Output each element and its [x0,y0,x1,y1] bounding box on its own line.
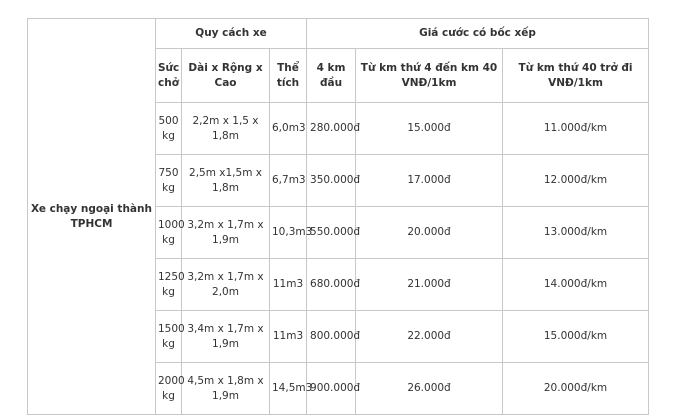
cell-km40-plus: 15.000đ/km [503,311,649,363]
cell-volume: 6,0m3 [270,103,307,155]
cell-volume: 11m3 [270,311,307,363]
cell-load: 1250 kg [156,259,182,311]
cell-volume: 11m3 [270,259,307,311]
column-header-dimensions: Dài x Rộng x Cao [182,49,270,103]
price-table [27,18,649,415]
cell-volume: 6,7m3 [270,155,307,207]
cell-load: 750 kg [156,155,182,207]
cell-km4-40: 15.000đ [356,103,503,155]
group-header-price: Giá cước có bốc xếp [307,19,649,49]
cell-km40-plus: 20.000đ/km [503,363,649,415]
column-header-km40-plus: Từ km thứ 40 trở đi VNĐ/1km [503,49,649,103]
cell-km4-40: 22.000đ [356,311,503,363]
cell-load: 1500 kg [156,311,182,363]
cell-km4-40: 17.000đ [356,155,503,207]
cell-km4-40: 21.000đ [356,259,503,311]
cell-first-4km: 800.000đ [307,311,356,363]
cell-dimensions: 2,2m x 1,5 x 1,8m [182,103,270,155]
cell-dimensions: 3,2m x 1,7m x 2,0m [182,259,270,311]
cell-dimensions: 2,5m x1,5m x 1,8m [182,155,270,207]
cell-km40-plus: 12.000đ/km [503,155,649,207]
cell-first-4km: 550.000đ [307,207,356,259]
cell-load: 1000 kg [156,207,182,259]
cell-load: 500 kg [156,103,182,155]
cell-first-4km: 280.000đ [307,103,356,155]
column-header-first-4km: 4 km đầu [307,49,356,103]
cell-first-4km: 680.000đ [307,259,356,311]
cell-dimensions: 4,5m x 1,8m x 1,9m [182,363,270,415]
cell-km40-plus: 14.000đ/km [503,259,649,311]
cell-first-4km: 900.000đ [307,363,356,415]
column-header-km4-40: Từ km thứ 4 đến km 40 VNĐ/1km [356,49,503,103]
cell-km40-plus: 11.000đ/km [503,103,649,155]
group-header-vehicle-spec: Quy cách xe [156,19,307,49]
cell-dimensions: 3,4m x 1,7m x 1,9m [182,311,270,363]
column-header-load: Sức chở [156,49,182,103]
row-header: Xe chạy ngoại thành TPHCM [28,19,156,415]
column-header-volume: Thể tích [270,49,307,103]
cell-dimensions: 3,2m x 1,7m x 1,9m [182,207,270,259]
cell-load: 2000 kg [156,363,182,415]
cell-km4-40: 20.000đ [356,207,503,259]
cell-volume: 14,5m3 [270,363,307,415]
cell-first-4km: 350.000đ [307,155,356,207]
cell-km4-40: 26.000đ [356,363,503,415]
cell-km40-plus: 13.000đ/km [503,207,649,259]
cell-volume: 10,3m3 [270,207,307,259]
